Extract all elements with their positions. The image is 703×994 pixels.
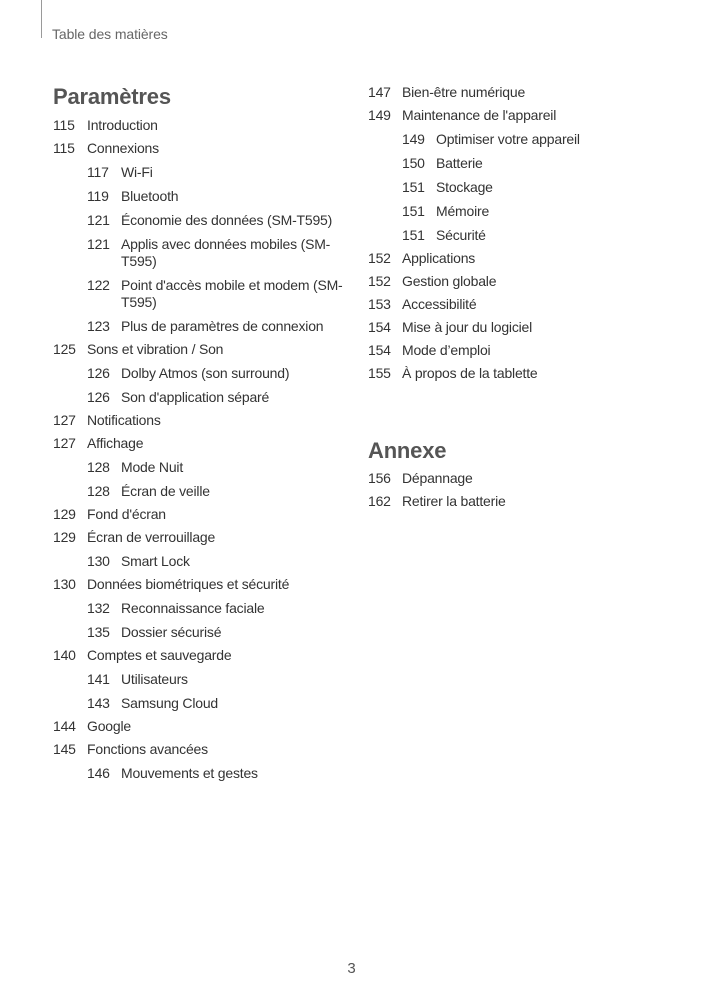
toc-page-number: 122 (87, 277, 110, 293)
section-title-annexe: Annexe (368, 438, 447, 463)
toc-page-number: 115 (53, 140, 75, 156)
toc-entry[interactable] (53, 117, 353, 134)
toc-page-number: 154 (368, 319, 391, 335)
toc-entry[interactable] (53, 412, 353, 429)
toc-page-number: 152 (368, 273, 391, 289)
toc-entry[interactable] (368, 250, 688, 267)
toc-entry[interactable] (368, 296, 688, 313)
toc-entry-label: Comptes et sauvegarde (87, 647, 232, 663)
toc-entry-label: Écran de veille (121, 483, 210, 499)
toc-entry[interactable] (368, 365, 688, 382)
toc-page-number: 129 (53, 506, 76, 522)
toc-page-number: 162 (368, 493, 391, 509)
toc-list-parametres-continued (368, 84, 688, 382)
toc-page-number: 128 (87, 483, 110, 499)
section-title-parametres: Paramètres (53, 84, 171, 109)
toc-page-number: 140 (53, 647, 76, 663)
toc-entry[interactable] (368, 273, 688, 290)
toc-page-number: 115 (53, 117, 75, 133)
toc-entry-label: Mode Nuit (121, 459, 184, 475)
toc-entry-label: Utilisateurs (121, 671, 188, 687)
toc-entry[interactable] (87, 624, 353, 641)
toc-entry[interactable] (53, 140, 353, 157)
toc-entry[interactable] (87, 671, 353, 688)
toc-entry[interactable] (87, 164, 353, 181)
toc-page-number: 130 (87, 553, 110, 569)
toc-entry-label: Bien-être numérique (402, 84, 526, 100)
toc-entry-label: Plus de paramètres de connexion (121, 318, 324, 334)
toc-entry-label: Gestion globale (402, 273, 497, 289)
toc-entry-label: Notifications (87, 412, 161, 428)
toc-page-number: 127 (53, 412, 76, 428)
toc-entry[interactable] (87, 695, 353, 712)
toc-entry[interactable] (53, 529, 353, 546)
toc-entry-label: Données biométriques et sécurité (87, 576, 290, 592)
toc-list-annexe (368, 470, 688, 510)
toc-page-number: 121 (87, 236, 110, 252)
toc-entry-label: Écran de verrouillage (87, 529, 216, 545)
toc-entry[interactable] (368, 342, 688, 359)
toc-page-number: 154 (368, 342, 391, 358)
toc-page-number: 146 (87, 765, 110, 781)
toc-page-number: 129 (53, 529, 76, 545)
toc-entry[interactable] (53, 718, 353, 735)
toc-entry-label: Fond d'écran (87, 506, 166, 522)
toc-entry[interactable] (402, 179, 688, 196)
toc-page-number: 149 (402, 131, 425, 147)
toc-entry[interactable] (368, 470, 688, 487)
toc-list-parametres (53, 117, 353, 782)
toc-page-number: 151 (402, 227, 425, 243)
toc-entry-label: Batterie (436, 155, 483, 171)
toc-page-number: 135 (87, 624, 110, 640)
toc-entry-label: Accessibilité (402, 296, 477, 312)
toc-entry[interactable] (87, 236, 353, 270)
toc-entry-label: Introduction (87, 117, 158, 133)
toc-page-number: 147 (368, 84, 391, 100)
toc-entry[interactable] (402, 155, 688, 172)
toc-page-number: 121 (87, 212, 110, 228)
toc-entry-label: Samsung Cloud (121, 695, 219, 711)
toc-entry-label: Affichage (87, 435, 144, 451)
toc-entry-label: Mise à jour du logiciel (402, 319, 533, 335)
toc-page-number: 119 (87, 188, 109, 204)
toc-entry-label: Bluetooth (121, 188, 179, 204)
toc-entry[interactable] (87, 459, 353, 476)
toc-page-number: 132 (87, 600, 110, 616)
toc-entry-label: Économie des données (SM-T595) (121, 212, 333, 228)
toc-entry[interactable] (368, 319, 688, 336)
page-number: 3 (347, 960, 356, 977)
toc-page-number: 149 (368, 107, 391, 123)
toc-page-number: 150 (402, 155, 425, 171)
toc-page-number: 145 (53, 741, 76, 757)
toc-entry[interactable] (368, 493, 688, 510)
toc-entry-label: Maintenance de l'appareil (402, 107, 557, 123)
toc-page-number: 126 (87, 365, 110, 381)
toc-entry[interactable] (53, 576, 353, 593)
toc-entry-label: Point d'accès mobile et modem (SM-T595) (121, 277, 343, 310)
toc-entry-label: Son d'application séparé (121, 389, 270, 405)
toc-entry-label: Dolby Atmos (son surround) (121, 365, 290, 381)
toc-page-number: 151 (402, 179, 425, 195)
toc-entry[interactable] (87, 318, 353, 335)
toc-entry[interactable] (87, 188, 353, 205)
toc-entry-label: Retirer la batterie (402, 493, 506, 509)
toc-page-number: 143 (87, 695, 110, 711)
toc-entry[interactable] (402, 203, 688, 220)
toc-entry[interactable] (53, 341, 353, 358)
toc-entry[interactable] (368, 107, 688, 124)
toc-entry[interactable] (53, 506, 353, 523)
toc-entry-label: Wi-Fi (121, 164, 153, 180)
toc-page-number: 127 (53, 435, 76, 451)
toc-entry-label: À propos de la tablette (402, 365, 538, 381)
toc-entry-label: Sons et vibration / Son (87, 341, 224, 357)
toc-entry-label: Mouvements et gestes (121, 765, 258, 781)
toc-page-number: 130 (53, 576, 76, 592)
toc-entry[interactable] (402, 131, 688, 148)
toc-entry[interactable] (402, 227, 688, 244)
toc-entry[interactable] (53, 647, 353, 664)
toc-left-column (53, 84, 353, 782)
toc-entry-label: Dossier sécurisé (121, 624, 222, 640)
toc-page-number: 117 (87, 164, 109, 180)
toc-entry-label: Smart Lock (121, 553, 190, 569)
toc-page-number: 144 (53, 718, 76, 734)
toc-entry-label: Mode d’emploi (402, 342, 491, 358)
toc-entry-label: Fonctions avancées (87, 741, 208, 757)
toc-page-number: 155 (368, 365, 391, 381)
toc-entry-label: Stockage (436, 179, 493, 195)
toc-entry-label: Connexions (87, 140, 159, 156)
toc-page-number: 152 (368, 250, 391, 266)
toc-page-number: 128 (87, 459, 110, 475)
toc-entry-label: Sécurité (436, 227, 486, 243)
toc-entry-label: Dépannage (402, 470, 473, 486)
toc-page-number: 153 (368, 296, 391, 312)
toc-page-number: 125 (53, 341, 76, 357)
toc-page-number: 123 (87, 318, 110, 334)
toc-entry[interactable] (87, 765, 353, 782)
toc-page-number: 151 (402, 203, 425, 219)
toc-entry[interactable] (87, 365, 353, 382)
toc-entry[interactable] (87, 553, 353, 570)
toc-entry[interactable] (368, 84, 688, 101)
toc-entry-label: Mémoire (436, 203, 490, 219)
toc-entry-label: Applications (402, 250, 476, 266)
toc-entry[interactable] (87, 212, 353, 229)
toc-entry[interactable] (87, 483, 353, 500)
toc-page-number: 141 (87, 671, 110, 687)
toc-entry-label: Reconnaissance faciale (121, 600, 265, 616)
toc-page-number: 126 (87, 389, 110, 405)
toc-right-column (368, 84, 688, 510)
toc-entry[interactable] (53, 741, 353, 758)
toc-page-number: 156 (368, 470, 391, 486)
toc-entry[interactable] (87, 389, 353, 406)
toc-entry[interactable] (87, 600, 353, 617)
toc-entry-label: Google (87, 718, 131, 734)
toc-entry-label: Optimiser votre appareil (436, 131, 580, 147)
toc-entry-label: Applis avec données mobiles (SM-T595) (121, 236, 331, 269)
toc-entry[interactable] (53, 435, 353, 452)
toc-entry[interactable] (87, 277, 353, 311)
header-divider (41, 0, 42, 38)
running-header: Table des matières (52, 26, 168, 42)
